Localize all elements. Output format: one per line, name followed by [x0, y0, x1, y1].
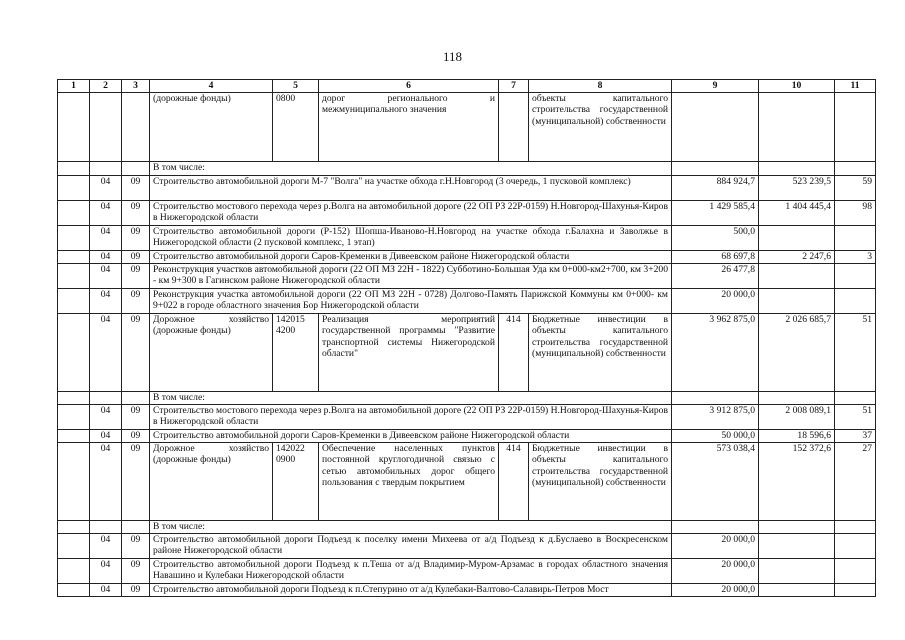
table-row [58, 443, 876, 521]
subtotal-label: В том числе: [150, 162, 672, 176]
percent-cell: 3 [835, 251, 876, 264]
table-row [58, 584, 876, 597]
subsection-cell: 09 [122, 405, 150, 430]
subsection-cell: 09 [122, 584, 150, 597]
expense-desc-cell: Бюджетные инвестиции в объекты капитального строительства государственной (муниципальной) собственности [529, 443, 672, 521]
budget-table [57, 79, 876, 597]
actual-amount-cell [759, 559, 835, 584]
section-cell: 04 [90, 534, 122, 559]
table-row [58, 201, 876, 226]
subtotal-label-row [58, 392, 876, 405]
subsection-cell: 09 [122, 314, 150, 392]
section-cell: 04 [90, 584, 122, 597]
percent-cell [835, 289, 876, 314]
col1-cell [58, 314, 90, 392]
table-row [58, 314, 876, 392]
header-cell: 7 [499, 80, 529, 93]
actual-amount-cell: 523 239,5 [759, 176, 835, 201]
percent-cell [835, 162, 876, 176]
percent-cell [835, 264, 876, 289]
header-cell: 5 [273, 80, 319, 93]
percent-cell: 98 [835, 201, 876, 226]
percent-cell [835, 226, 876, 251]
name-cell: (дорожные фонды) [150, 93, 273, 162]
section-cell [90, 162, 122, 176]
subtotal-label: В том числе: [150, 521, 672, 534]
plan-amount-cell: 20 000,0 [672, 559, 759, 584]
subsection-cell [122, 162, 150, 176]
subsection-cell: 09 [122, 559, 150, 584]
object-description: Строительство автомобильной дороги Саров-Кременки в Дивеевском районе Нижегородской области [150, 430, 672, 443]
expense-type-cell: 414 [499, 443, 529, 521]
percent-cell [835, 521, 876, 534]
subsection-cell: 09 [122, 534, 150, 559]
name-cell: Дорожное хозяйство (дорожные фонды) [150, 443, 273, 521]
target-code-cell: 142022 0900 [273, 443, 319, 521]
plan-amount-cell: 1 429 585,4 [672, 201, 759, 226]
plan-amount-cell: 20 000,0 [672, 534, 759, 559]
table-row [58, 289, 876, 314]
col1-cell [58, 392, 90, 405]
header-cell: 1 [58, 80, 90, 93]
col1-cell [58, 559, 90, 584]
table-row [58, 176, 876, 201]
percent-cell [835, 584, 876, 597]
table-row [58, 93, 876, 162]
section-cell [90, 392, 122, 405]
section-cell: 04 [90, 443, 122, 521]
percent-cell [835, 559, 876, 584]
col1-cell [58, 201, 90, 226]
actual-amount-cell [759, 226, 835, 251]
table-row [58, 559, 876, 584]
table-row [58, 226, 876, 251]
subsection-cell: 09 [122, 264, 150, 289]
program-cell: дорог регионального и межмуниципального значения [319, 93, 499, 162]
section-cell: 04 [90, 559, 122, 584]
object-description: Строительство мостового перехода через р.Волга на автомобильной дороге (22 ОП РЗ 22Р-0159) Н.Новгород-Шахунья-Киров в Нижегородской области [150, 405, 672, 430]
header-cell: 3 [122, 80, 150, 93]
plan-amount-cell [672, 93, 759, 162]
actual-amount-cell [759, 392, 835, 405]
percent-cell: 51 [835, 405, 876, 430]
plan-amount-cell [672, 162, 759, 176]
percent-cell [835, 392, 876, 405]
object-description: Строительство автомобильной дороги Подъезд к п.Степурино от а/д Кулебаки-Валтово-Салавирь-Петров Мост [150, 584, 672, 597]
header-cell: 8 [529, 80, 672, 93]
table-row [58, 264, 876, 289]
expense-desc-cell: объекты капитального строительства государственной (муниципальной) собственности [529, 93, 672, 162]
program-cell: Реализация мероприятий государственной программы "Развитие транспортной системы Нижегородской области" [319, 314, 499, 392]
table-row [58, 251, 876, 264]
subsection-cell: 09 [122, 201, 150, 226]
col1-cell [58, 264, 90, 289]
subsection-cell [122, 521, 150, 534]
object-description: Реконструкция участка автомобильной дороги (22 ОП МЗ 22Н - 0728) Долгово-Память Парижской Коммуны км 0+000- км 9+022 в городе областного значения Бор Нижегородской области [150, 289, 672, 314]
col1-cell [58, 534, 90, 559]
subtotal-label: В том числе: [150, 392, 672, 405]
plan-amount-cell: 3 962 875,0 [672, 314, 759, 392]
col1-cell [58, 405, 90, 430]
actual-amount-cell [759, 584, 835, 597]
plan-amount-cell: 573 038,4 [672, 443, 759, 521]
actual-amount-cell: 2 026 685,7 [759, 314, 835, 392]
plan-amount-cell: 20 000,0 [672, 584, 759, 597]
header-row [58, 80, 876, 93]
subsection-cell: 09 [122, 226, 150, 251]
table-row [58, 430, 876, 443]
subsection-cell [122, 392, 150, 405]
expense-type-cell [499, 93, 529, 162]
object-description: Строительство автомобильной дороги М-7 "Волга" на участке обхода г.Н.Новгород (3 очередь, 1 пусковой комплекс) [150, 176, 672, 201]
percent-cell: 51 [835, 314, 876, 392]
subsection-cell: 09 [122, 251, 150, 264]
col1-cell [58, 289, 90, 314]
plan-amount-cell: 20 000,0 [672, 289, 759, 314]
header-cell: 11 [835, 80, 876, 93]
plan-amount-cell [672, 521, 759, 534]
col1-cell [58, 584, 90, 597]
subtotal-label-row [58, 162, 876, 176]
plan-amount-cell: 500,0 [672, 226, 759, 251]
section-cell: 04 [90, 176, 122, 201]
section-cell: 04 [90, 289, 122, 314]
header-cell: 6 [319, 80, 499, 93]
actual-amount-cell [759, 93, 835, 162]
name-cell: Дорожное хозяйство (дорожные фонды) [150, 314, 273, 392]
object-description: Строительство автомобильной дороги Подъезд к п.Теша от а/д Владимир-Муром-Арзамас в городах областного значения Навашино и Кулебаки Нижегородской области [150, 559, 672, 584]
plan-amount-cell: 50 000,0 [672, 430, 759, 443]
actual-amount-cell [759, 162, 835, 176]
subsection-cell [122, 93, 150, 162]
percent-cell: 59 [835, 176, 876, 201]
page-number: 118 [442, 49, 463, 64]
table-row [58, 534, 876, 559]
expense-desc-cell: Бюджетные инвестиции в объекты капитального строительства государственной (муниципальной) собственности [529, 314, 672, 392]
subsection-cell: 09 [122, 176, 150, 201]
section-cell: 04 [90, 264, 122, 289]
plan-amount-cell [672, 392, 759, 405]
col1-cell [58, 162, 90, 176]
col1-cell [58, 226, 90, 251]
section-cell: 04 [90, 251, 122, 264]
plan-amount-cell: 68 697,8 [672, 251, 759, 264]
actual-amount-cell [759, 534, 835, 559]
object-description: Строительство мостового перехода через р.Волга на автомобильной дороге (22 ОП РЗ 22Р-0159) Н.Новгород-Шахунья-Киров в Нижегородской области [150, 201, 672, 226]
object-description: Реконструкция участков автомобильной дороги (22 ОП МЗ 22Н - 1822) Субботино-Большая Уда км 0+000-км2+700, км 3+200 - км 9+300 в Гагинском районе Нижегородской области [150, 264, 672, 289]
header-cell: 9 [672, 80, 759, 93]
object-description: Строительство автомобильной дороги (Р-152) Шопша-Иваново-Н.Новгород на участке обхода г.Балахна и Заволжье в Нижегородской области (2 пусковой комплекс, 1 этап) [150, 226, 672, 251]
header-cell: 10 [759, 80, 835, 93]
subtotal-label-row [58, 521, 876, 534]
col1-cell [58, 93, 90, 162]
subsection-cell: 09 [122, 443, 150, 521]
section-cell: 04 [90, 430, 122, 443]
percent-cell: 27 [835, 443, 876, 521]
section-cell [90, 521, 122, 534]
subsection-cell: 09 [122, 430, 150, 443]
plan-amount-cell: 26 477,8 [672, 264, 759, 289]
expense-type-cell: 414 [499, 314, 529, 392]
section-cell: 04 [90, 201, 122, 226]
percent-cell: 37 [835, 430, 876, 443]
plan-amount-cell: 884 924,7 [672, 176, 759, 201]
percent-cell [835, 534, 876, 559]
col1-cell [58, 443, 90, 521]
section-cell: 04 [90, 405, 122, 430]
section-cell [90, 93, 122, 162]
program-cell: Обеспечение населенных пунктов постоянной круглогодичной связью с сетью автомобильных дорог общего пользования с твердым покрытием [319, 443, 499, 521]
header-cell: 4 [150, 80, 273, 93]
actual-amount-cell [759, 521, 835, 534]
actual-amount-cell: 2 247,6 [759, 251, 835, 264]
actual-amount-cell [759, 289, 835, 314]
plan-amount-cell: 3 912 875,0 [672, 405, 759, 430]
object-description: Строительство автомобильной дороги Саров-Кременки в Дивеевском районе Нижегородской области [150, 251, 672, 264]
col1-cell [58, 251, 90, 264]
col1-cell [58, 521, 90, 534]
col1-cell [58, 176, 90, 201]
object-description: Строительство автомобильной дороги Подъезд к поселку имени Михеева от а/д Подъезд к д.Буслаево в Воскресенском районе Нижегородской области [150, 534, 672, 559]
actual-amount-cell: 18 596,6 [759, 430, 835, 443]
target-code-cell: 142015 4200 [273, 314, 319, 392]
target-code-cell: 0800 [273, 93, 319, 162]
table-row [58, 405, 876, 430]
actual-amount-cell: 1 404 445,4 [759, 201, 835, 226]
col1-cell [58, 430, 90, 443]
actual-amount-cell: 2 008 089,1 [759, 405, 835, 430]
subsection-cell: 09 [122, 289, 150, 314]
actual-amount-cell: 152 372,6 [759, 443, 835, 521]
header-cell: 2 [90, 80, 122, 93]
section-cell: 04 [90, 314, 122, 392]
actual-amount-cell [759, 264, 835, 289]
section-cell: 04 [90, 226, 122, 251]
percent-cell [835, 93, 876, 162]
